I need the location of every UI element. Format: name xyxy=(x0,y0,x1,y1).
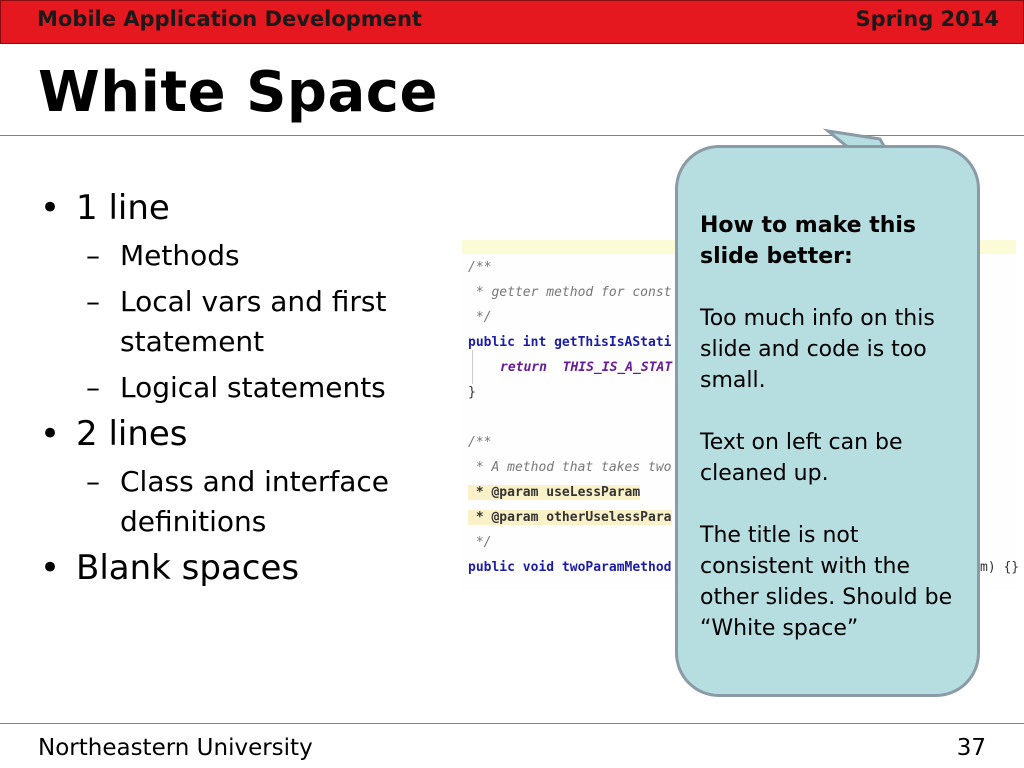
header-bar xyxy=(0,0,1024,44)
sub-bullet-logical xyxy=(40,368,460,408)
code-line: * @param useLessParam xyxy=(468,485,641,500)
bullet-blank-spaces xyxy=(40,548,460,588)
sub-bullet-label: Class and interface definitions xyxy=(120,465,390,538)
sub-bullet-label: Methods xyxy=(120,239,240,272)
dash-icon: – xyxy=(86,371,100,404)
bullet-one-line xyxy=(40,188,460,228)
sub-bullet-class-defs xyxy=(40,462,460,542)
page-number: 37 xyxy=(956,735,986,761)
code-line: return THIS_IS_A_STAT xyxy=(500,360,673,375)
speech-bubble-callout xyxy=(675,145,980,697)
bullet-list xyxy=(40,188,460,596)
dash-icon: – xyxy=(86,465,100,498)
dash-icon: – xyxy=(86,285,100,318)
sub-bullet-local-vars xyxy=(40,282,460,362)
sub-bullet-label: Local vars and first statement xyxy=(120,285,387,358)
bullet-icon: • xyxy=(40,548,61,588)
code-line: } xyxy=(468,385,476,400)
callout-paragraph: The title is not consistent with the other slides. Should be “White space” xyxy=(700,523,953,641)
code-line: m) {} xyxy=(980,560,1020,575)
dash-icon: – xyxy=(86,239,100,272)
code-line: * @param otherUselessPara xyxy=(468,510,672,525)
callout-paragraph: Text on left can be cleaned up. xyxy=(700,430,903,486)
code-line: /** xyxy=(468,435,492,450)
slide-title: White Space xyxy=(38,60,438,125)
code-line: public int getThisIsAStati xyxy=(468,335,672,350)
bullet-label: 2 lines xyxy=(76,414,188,454)
bullet-two-lines xyxy=(40,414,460,454)
sub-bullet-label: Logical statements xyxy=(120,371,386,404)
indent-guide xyxy=(472,350,473,384)
term-label: Spring 2014 xyxy=(855,7,999,31)
code-line: /** xyxy=(468,260,492,275)
code-line: */ xyxy=(468,310,492,325)
code-line: * A method that takes two xyxy=(468,460,672,475)
code-line: public void twoParamMethod xyxy=(468,560,672,575)
callout-heading: How to make this slide better: xyxy=(700,213,917,269)
course-title: Mobile Application Development xyxy=(37,7,422,31)
code-line: */ xyxy=(468,535,492,550)
footer-divider xyxy=(0,723,1024,724)
bullet-label: Blank spaces xyxy=(76,548,300,588)
bullet-icon: • xyxy=(40,414,61,454)
code-line: * getter method for const xyxy=(468,285,672,300)
callout-paragraph: Too much info on this slide and code is too small. xyxy=(700,306,935,393)
callout-text xyxy=(700,210,965,644)
footer-institution: Northeastern University xyxy=(38,735,313,761)
bullet-label: 1 line xyxy=(76,188,170,228)
sub-bullet-methods xyxy=(40,236,460,276)
bullet-icon: • xyxy=(40,188,61,228)
